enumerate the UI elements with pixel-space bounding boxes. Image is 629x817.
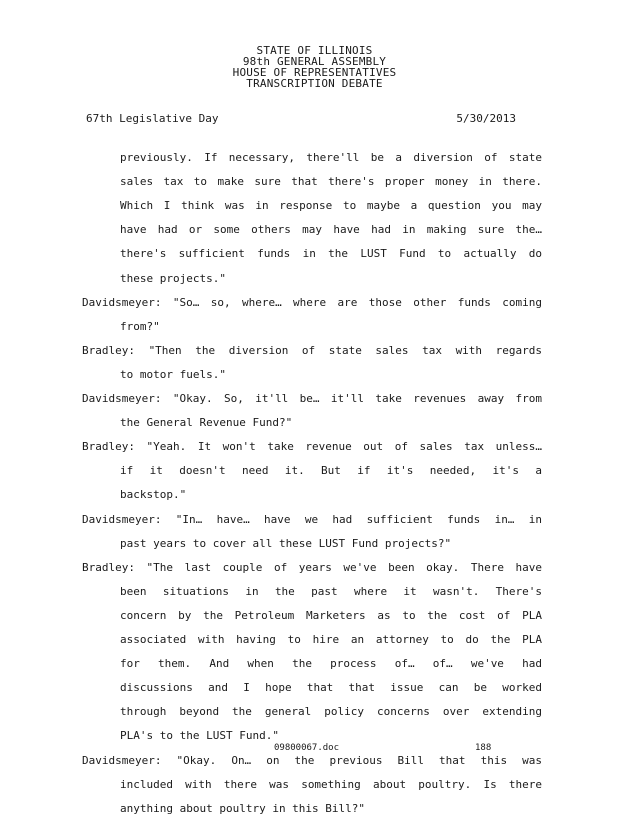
transcript-line: Bradley: "Yeah. It won't take revenue out of sales tax unless… <box>82 440 542 454</box>
transcript-line: backstop." <box>120 488 187 502</box>
transcript-line: from?" <box>120 319 160 333</box>
transcript-line: these projects." <box>120 271 226 285</box>
transcript-line: Which I think was in response to maybe a question you may <box>120 199 542 213</box>
transcript-line: concern by the Petroleum Marketers as to the cost of PLA <box>120 608 542 622</box>
transcript-line: previously. If necessary, there'll be a diversion of state <box>120 151 542 164</box>
document-filename: 09800067.doc <box>274 743 340 753</box>
transcript-line: included with there was something about poultry. Is there <box>120 777 542 791</box>
header-assembly: 98th GENERAL ASSEMBLY <box>242 55 387 68</box>
transcript-line: been situations in the past where it wasn't. There's <box>120 584 542 598</box>
transcript-line: anything about poultry in this Bill?" <box>120 801 366 815</box>
transcript-line: past years to cover all these LUST Fund projects?" <box>120 536 452 550</box>
transcript-line: the General Revenue Fund?" <box>120 416 293 430</box>
transcript-line: PLA's to the LUST Fund." <box>120 729 279 743</box>
transcript-line: Davidsmeyer: "Okay. So, it'll be… it'll take revenues away from <box>82 392 542 405</box>
transcript-line: have had or some others may have had in making sure the… <box>120 223 542 237</box>
header-debate: TRANSCRIPTION DEBATE <box>246 77 383 90</box>
page-number: 188 <box>475 743 492 753</box>
transcript-line: Davidsmeyer: "Okay. On… on the previous Bill that this was <box>82 753 542 767</box>
transcript-line: Davidsmeyer: "In… have… have we had sufficient funds in… in <box>82 512 542 526</box>
header-state: STATE OF ILLINOIS <box>256 44 373 57</box>
transcript-line: Bradley: "Then the diversion of state sales tax with regards <box>82 343 542 357</box>
transcript-line: Davidsmeyer: "So… so, where… where are those other funds coming <box>82 295 542 309</box>
transcript-line: sales tax to make sure that there's proper money in there. <box>120 175 542 189</box>
transcript-line: Bradley: "The last couple of years we've been okay. There have <box>82 560 542 574</box>
header-house: HOUSE OF REPRESENTATIVES <box>232 66 397 79</box>
transcript-line: discussions and I hope that that issue can be worked <box>120 681 542 695</box>
transcript-line: for them. And when the process of… of… we've had <box>120 657 542 671</box>
transcript-line: there's sufficient funds in the LUST Fund to actually do <box>120 247 542 261</box>
document-header <box>0 45 629 89</box>
legislative-day-label: 67th Legislative Day <box>86 112 219 125</box>
transcript-line: if it doesn't need it. But if it's needed, it's a <box>120 464 542 478</box>
session-date: 5/30/2013 <box>456 112 516 125</box>
transcript-line: associated with having to hire an attorney to do the PLA <box>120 633 542 646</box>
transcript-line: through beyond the general policy concerns over extending <box>120 705 542 719</box>
transcript-line: to motor fuels." <box>120 367 226 381</box>
